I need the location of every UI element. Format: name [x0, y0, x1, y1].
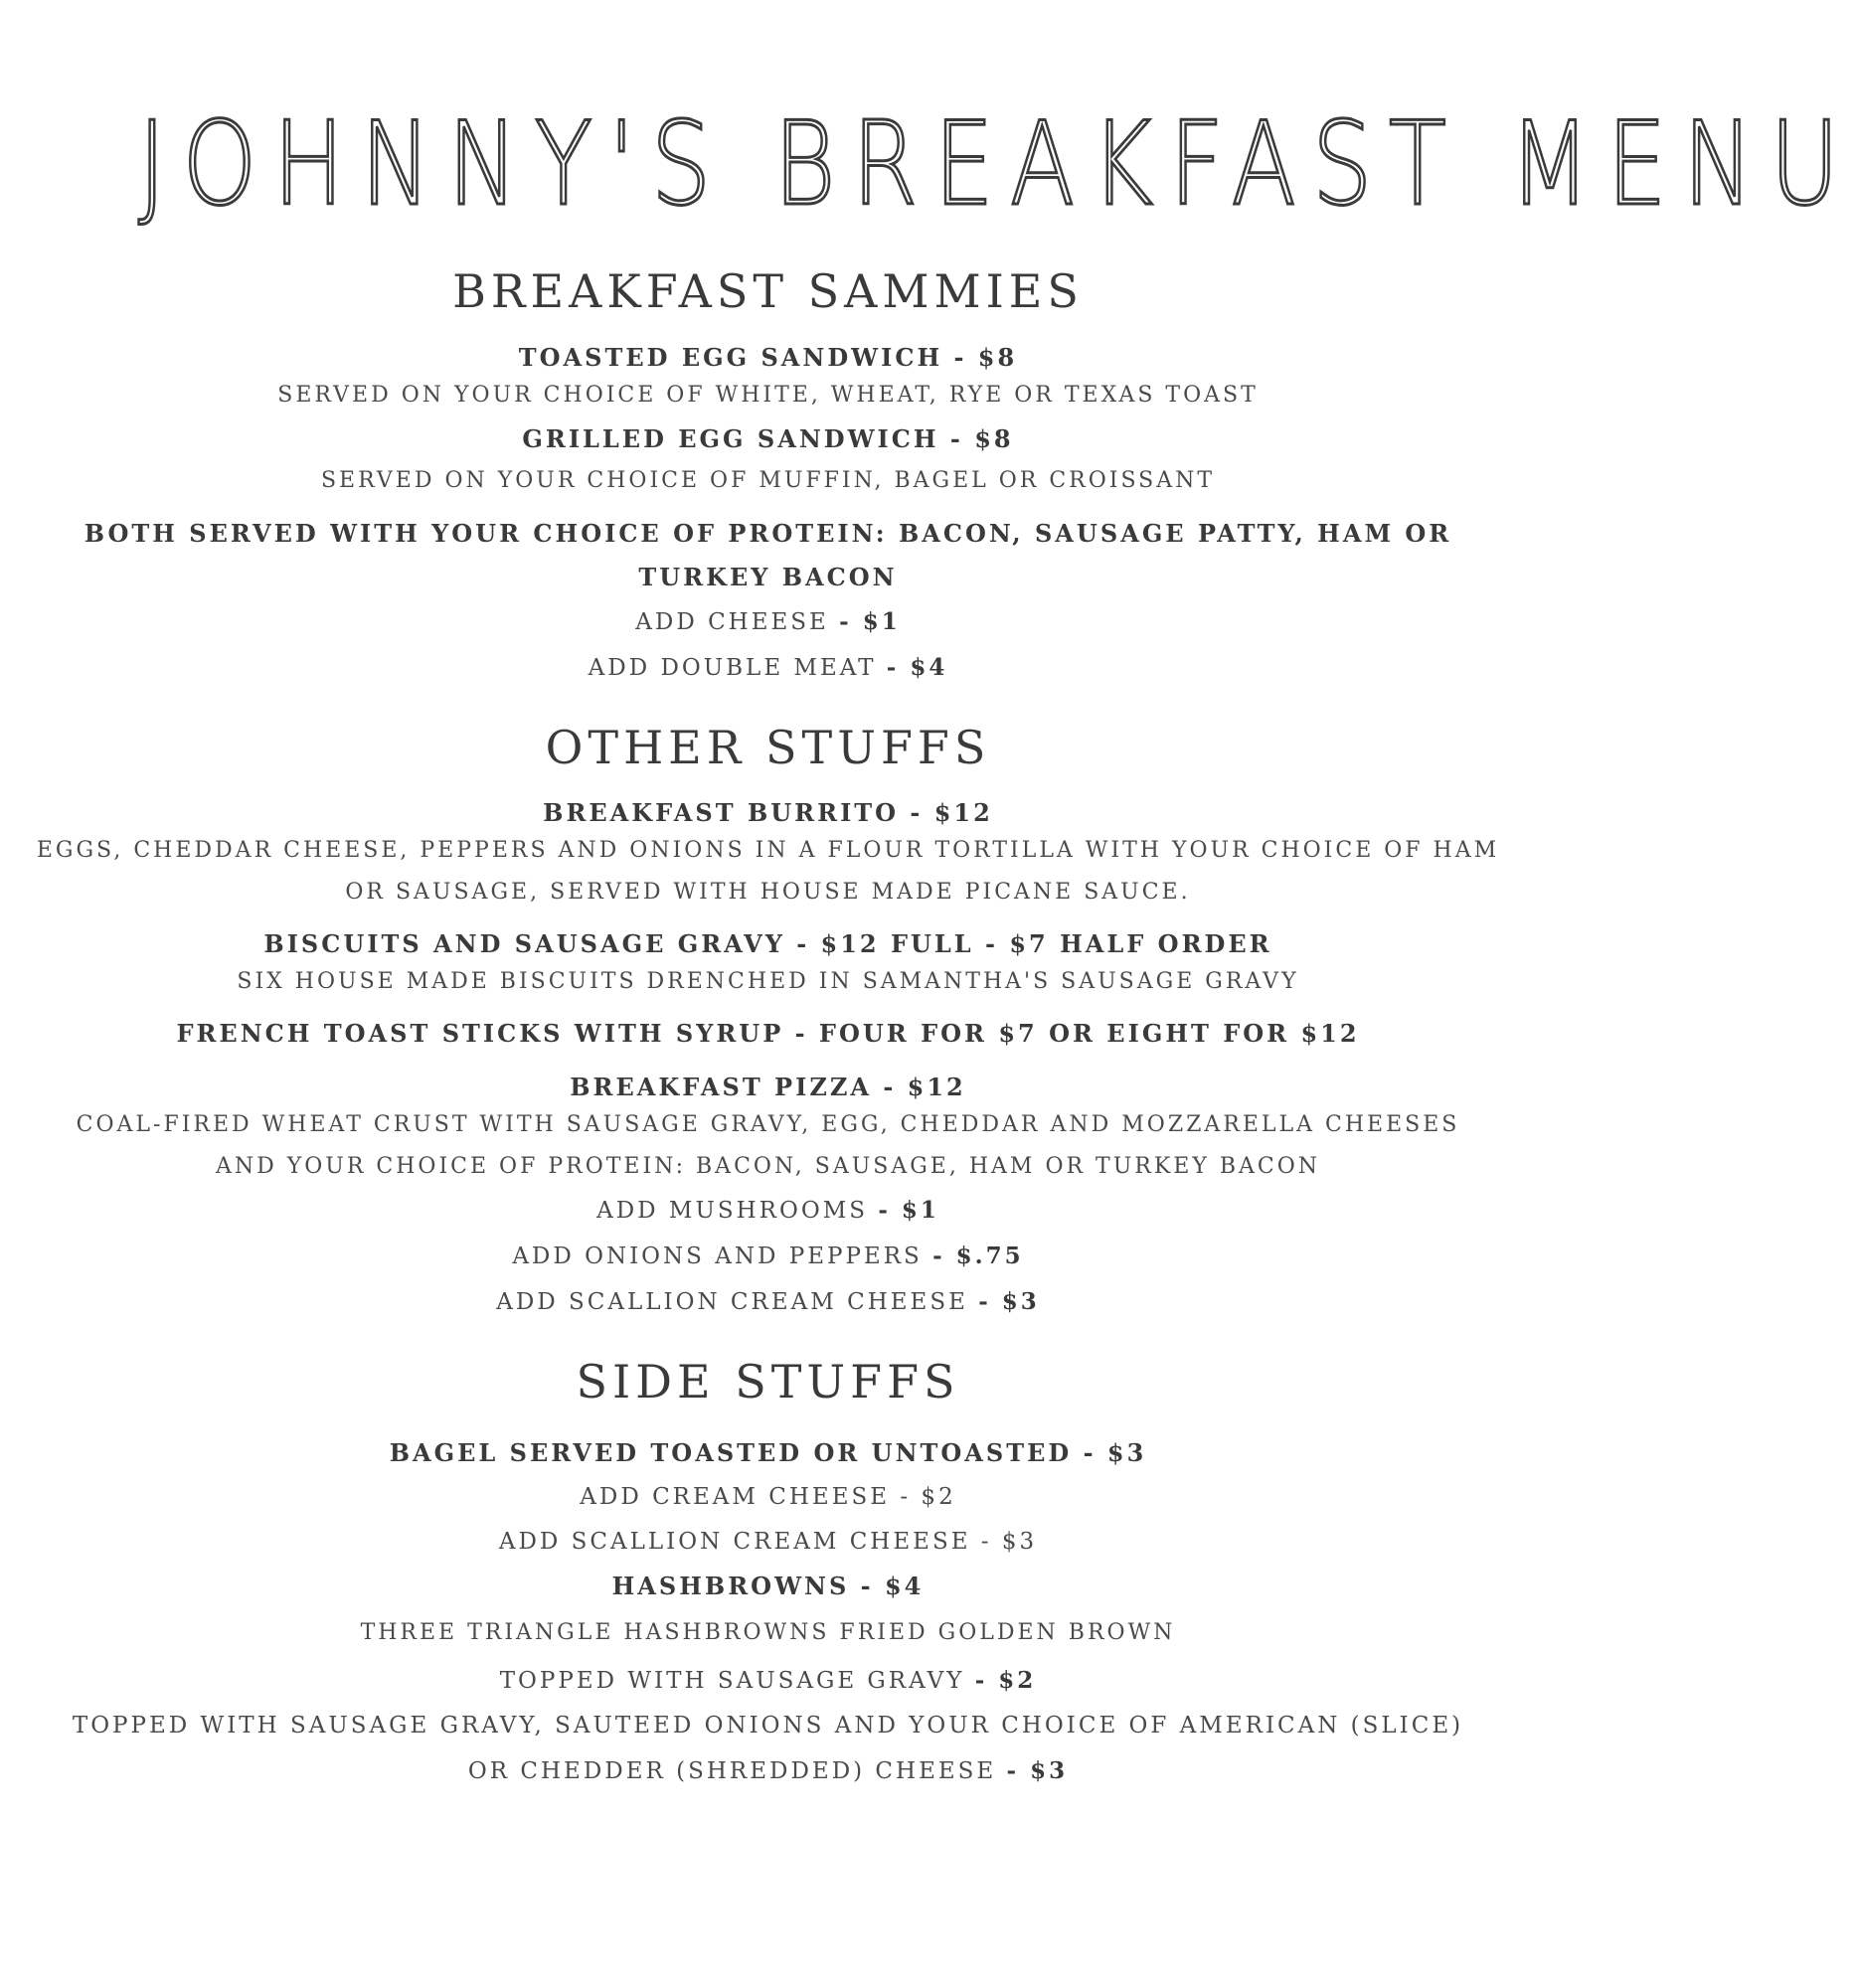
addon-line	[0, 1658, 1536, 1704]
protein-note: TURKEY BACON	[638, 562, 898, 591]
item-name: BREAKFAST PIZZA - $12	[570, 1073, 966, 1102]
addon-line	[0, 1188, 1536, 1234]
addon-price: - $4	[886, 653, 948, 681]
item-description: SERVED ON YOUR CHOICE OF MUFFIN, BAGEL OR CROISSANT	[320, 467, 1216, 493]
item-description: SERVED ON YOUR CHOICE OF WHITE, WHEAT, RYE OR TEXAS TOAST	[277, 382, 1259, 408]
protein-note: BOTH SERVED WITH YOUR CHOICE OF PROTEIN: BACON, SAUSAGE PATTY, HAM OR	[84, 518, 1452, 548]
item-description: THREE TRIANGLE HASHBROWNS FRIED GOLDEN BROWN	[360, 1619, 1176, 1645]
addon-price: - $.75	[932, 1242, 1024, 1270]
addon-label: TOPPED WITH SAUSAGE GRAVY	[499, 1667, 975, 1694]
section-heading: OTHER STUFFS	[545, 720, 991, 774]
section-other-stuffs	[0, 720, 1536, 1326]
item-name: FRENCH TOAST STICKS WITH SYRUP - FOUR FOR $7 OR EIGHT FOR $12	[176, 1019, 1360, 1049]
addon-price: - $3	[1006, 1756, 1069, 1784]
addon-label: ADD SCALLION CREAM CHEESE	[496, 1289, 979, 1316]
addon-price: - $1	[878, 1197, 939, 1225]
addon-line	[0, 1279, 1536, 1325]
menu-title: JOHNNY'S BREAKFAST MENU	[138, 97, 1856, 232]
item-name: TOASTED EGG SANDWICH - $8	[518, 342, 1018, 372]
addon-line	[0, 1234, 1536, 1279]
addon-price: - $1	[839, 607, 901, 635]
section-heading: BREAKFAST SAMMIES	[452, 264, 1084, 318]
item-name: GRILLED EGG SANDWICH - $8	[522, 423, 1014, 453]
addon-line: ADD SCALLION CREAM CHEESE - $3	[498, 1528, 1038, 1555]
item-name: BAGEL SERVED TOASTED OR UNTOASTED - $3	[389, 1437, 1147, 1467]
addon-label: ADD DOUBLE MEAT	[588, 654, 887, 681]
item-name: BREAKFAST BURRITO - $12	[543, 798, 993, 828]
addon-line: ADD CREAM CHEESE - $2	[580, 1483, 956, 1510]
addon-label: OR CHEDDER (SHREDDED) CHEESE	[467, 1757, 1007, 1784]
addon-label: ADD CHEESE	[635, 608, 840, 635]
section-heading: SIDE STUFFS	[576, 1355, 960, 1409]
addon-line	[0, 645, 1536, 691]
item-description: OR SAUSAGE, SERVED WITH HOUSE MADE PICANE SAUCE.	[345, 880, 1191, 906]
item-description: COAL-FIRED WHEAT CRUST WITH SAUSAGE GRAVY, EGG, CHEDDAR AND MOZZARELLA CHEESES	[76, 1112, 1460, 1138]
addon-label: ADD ONIONS AND PEPPERS	[512, 1243, 933, 1270]
item-name: HASHBROWNS - $4	[611, 1571, 925, 1600]
addon-price: - $2	[974, 1666, 1037, 1694]
addon-line	[0, 1748, 1536, 1794]
item-name: BISCUITS AND SAUSAGE GRAVY - $12 FULL - $7 HALF ORDER	[263, 929, 1272, 959]
section-side-stuffs	[0, 1357, 1536, 1794]
addon-label: ADD MUSHROOMS	[596, 1198, 879, 1225]
addon-price: - $3	[978, 1288, 1040, 1316]
item-description: AND YOUR CHOICE OF PROTEIN: BACON, SAUSAGE, HAM OR TURKEY BACON	[215, 1154, 1321, 1180]
item-description: SIX HOUSE MADE BISCUITS DRENCHED IN SAMANTHA'S SAUSAGE GRAVY	[237, 969, 1299, 995]
section-breakfast-sammies	[0, 266, 1536, 691]
addon-line	[0, 599, 1536, 645]
addon-line: TOPPED WITH SAUSAGE GRAVY, SAUTEED ONIONS AND YOUR CHOICE OF AMERICAN (SLICE)	[72, 1712, 1464, 1739]
item-description: EGGS, CHEDDAR CHEESE, PEPPERS AND ONIONS IN A FLOUR TORTILLA WITH YOUR CHOICE OF HAM	[36, 838, 1500, 864]
